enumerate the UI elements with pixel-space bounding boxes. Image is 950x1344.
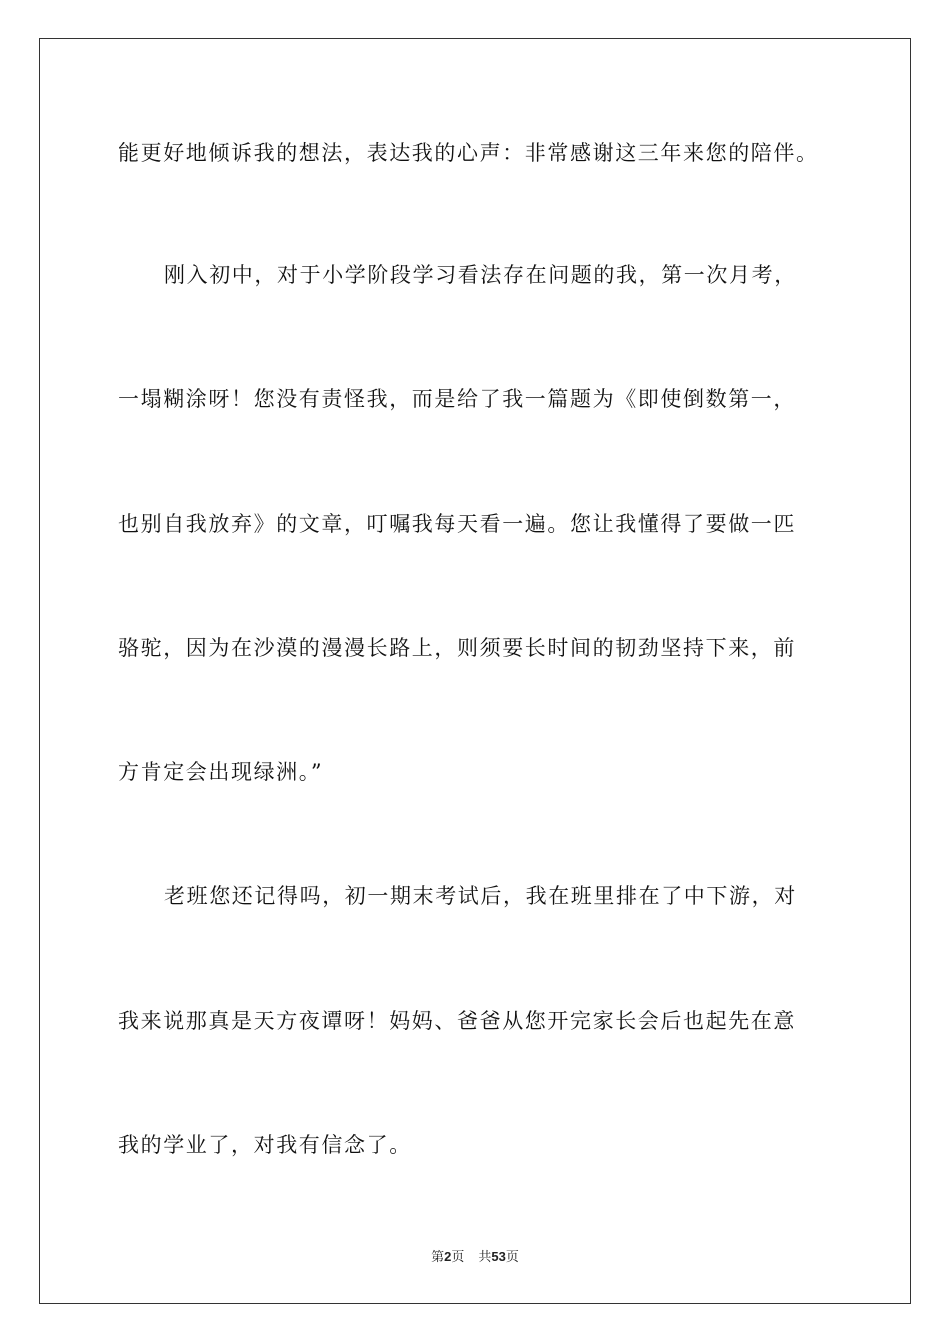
- page-prefix: 第: [431, 1250, 445, 1265]
- total-suffix: 页: [505, 1250, 519, 1265]
- text-line-2: 刚入初中，对于小学阶段学习看法存在问题的我，第一次月考，: [164, 263, 797, 287]
- page-number: 2: [444, 1249, 452, 1264]
- page-suffix: 页: [451, 1250, 465, 1265]
- text-line-9: 我的学业了，对我有信念了。: [118, 1133, 412, 1157]
- text-line-4: 也别自我放弃》的文章，叮嘱我每天看一遍。您让我懂得了要做一匹: [118, 512, 796, 536]
- total-pages: 53: [491, 1249, 506, 1264]
- text-line-6: 方肯定会出现绿洲。”: [118, 760, 324, 784]
- total-prefix: 共: [478, 1250, 492, 1265]
- text-line-3: 一塌糊涂呀！您没有责怪我，而是给了我一篇题为《即使倒数第一，: [118, 387, 796, 411]
- page-border: [39, 38, 911, 1304]
- text-line-8: 我来说那真是天方夜谭呀！妈妈、爸爸从您开完家长会后也起先在意: [118, 1009, 796, 1033]
- text-line-1: 能更好地倾诉我的想法，表达我的心声：非常感谢这三年来您的陪伴。: [118, 141, 819, 165]
- text-line-5: 骆驼，因为在沙漠的漫漫长路上，则须要长时间的韧劲坚持下来，前: [118, 636, 796, 660]
- text-line-7: 老班您还记得吗，初一期末考试后，我在班里排在了中下游，对: [164, 884, 797, 908]
- page-footer: [0, 1246, 950, 1265]
